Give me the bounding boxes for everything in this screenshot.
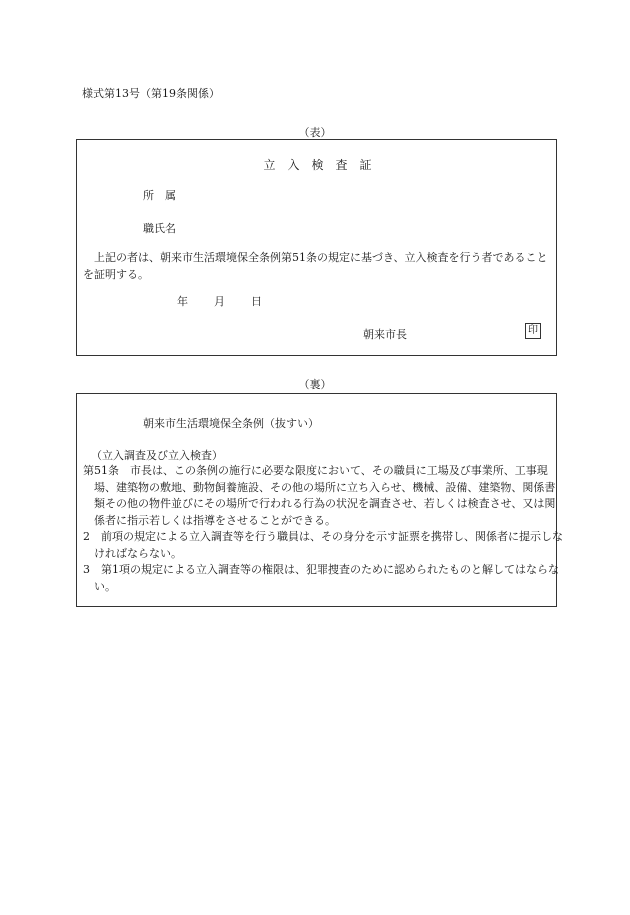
certification-text: 上記の者は、朝来市生活環境保全条例第51条の規定に基づき、立入検査を行う者であることを証明する。 [83, 251, 548, 281]
issue-date [177, 293, 262, 309]
front-side-label: （表） [298, 126, 332, 139]
title-char: 検 [311, 158, 324, 172]
seal-mark: 印 [525, 323, 541, 339]
title-char: 立 [263, 158, 276, 172]
day-label: 日 [251, 295, 262, 308]
article-51-paragraph-2: 2 前項の規定による立入調査等を行う職員は、その身分を示す証票を携帯し、関係者に提示しなければならない。 [83, 530, 563, 560]
title-char: 査 [335, 158, 348, 172]
ordinance-title: 朝来市生活環境保全条例（抜すい） [143, 417, 319, 430]
month-label: 月 [214, 295, 225, 308]
title-char: 入 [287, 158, 300, 172]
article-51-paragraph-3: 3 第1項の規定による立入調査等の権限は、犯罪捜査のために認められたものと解してはならない。 [83, 563, 559, 593]
title-char: 証 [359, 158, 372, 172]
certificate-front [76, 139, 557, 356]
back-side-label: （裏） [298, 378, 332, 391]
name-title-label: 職氏名 [143, 222, 176, 235]
form-number: 様式第13号（第19条関係） [82, 87, 220, 100]
year-label: 年 [177, 295, 188, 308]
article-caption: （立入調査及び立入検査） [91, 449, 223, 462]
certificate-back [76, 393, 563, 607]
issuer-name: 朝来市長 [363, 328, 407, 341]
article-51: 第51条 市長は、この条例の施行に必要な限度において、その職員に工場及び事業所、工事現場、建築物の敷地、動物飼養施設、その他の場所に立ち入らせ、機械、設備、建築物、関係書類その他の物件並びにその場所で行われる行為の状況を調査させ、若しくは検査させ、又は関係者に指示若しくは指導をさせることができる。 [83, 464, 556, 527]
certificate-title [77, 156, 558, 173]
affiliation-label: 所 属 [143, 189, 176, 202]
